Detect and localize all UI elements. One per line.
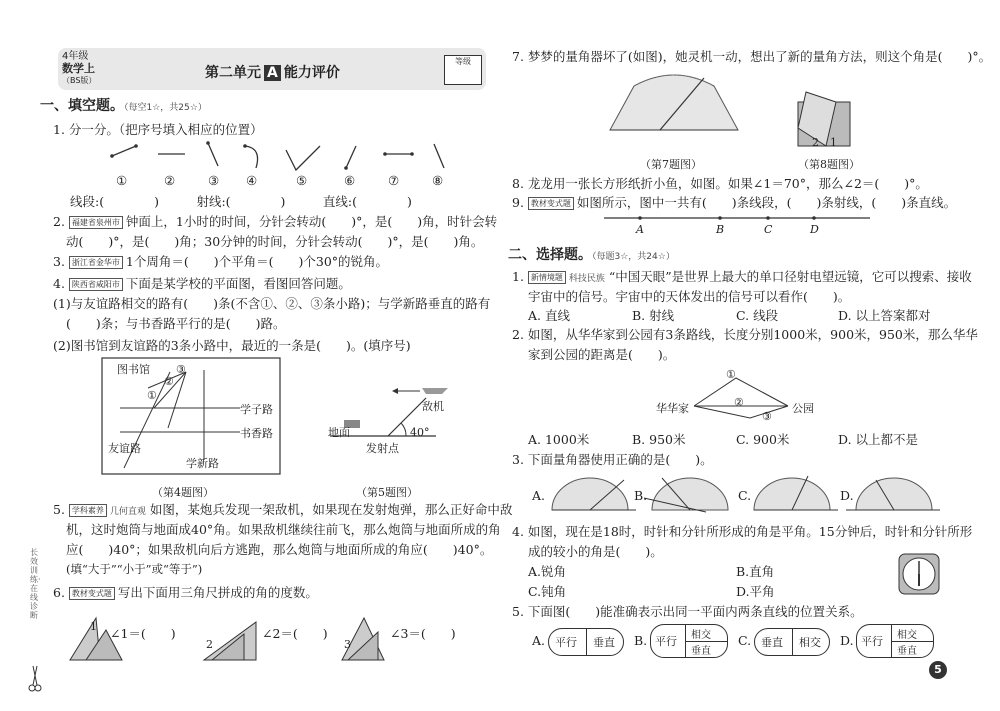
route-1: ①: [726, 368, 736, 381]
q2-text-b: 动( )°，是( )角；30分钟的时间，分针会转动( )°，是( )角。: [66, 234, 484, 249]
s2q5-opt-d-label[interactable]: D.: [840, 633, 854, 648]
q6-angle-1: ∠1＝( ): [110, 626, 176, 641]
s2q4-text-b: 成的较小的角是( )。: [528, 544, 663, 559]
caption-fig7: （第7题图）: [640, 158, 702, 171]
q3-line: 3. 浙江省金华市 1个周角＝( )个平角＝( )个30°的锐角。: [53, 254, 389, 269]
q1-num-5: ⑤: [296, 173, 308, 188]
q1-num-7: ⑦: [388, 173, 400, 188]
fig8-angle1: 1: [830, 136, 837, 149]
route-3: ③: [762, 410, 772, 423]
s2q4-opt-c[interactable]: C.钝角: [528, 584, 567, 599]
map-path2: ②: [164, 375, 174, 388]
q4-text: 下面是某学校的平面图，看图回答问题。: [125, 276, 351, 291]
q4-text-a: (1)与友谊路相交的路有( )条(不含①、②、③条小路)；与学新路垂直的路有: [53, 296, 491, 311]
oval-b-parallel: 平行: [655, 635, 677, 648]
s2q3-opt-a-label[interactable]: A.: [532, 488, 546, 503]
oval-b: [650, 624, 728, 658]
oval-d-parallel: 平行: [861, 635, 883, 648]
q9-line: 9. 教材变式题 如图所示，图中一共有( )条线段，( )条射线，( )条直线。: [512, 195, 957, 210]
fig5-angle: [286, 146, 320, 170]
q6-line: 6. 教材变式题 写出下面用三角尺拼成的角的度数。: [53, 585, 318, 600]
q5-tag2: 几何直观: [109, 507, 146, 517]
oval-d-perp: 垂直: [897, 646, 917, 657]
section2-note: （每题3☆，共24☆）: [592, 252, 675, 262]
q9-point-a: A: [636, 223, 644, 236]
fig4-curve: [245, 146, 258, 168]
q4-tag: 陕西省咸阳市: [69, 278, 123, 291]
q3-tag: 浙江省金华市: [69, 256, 123, 269]
park: 公园: [792, 402, 814, 415]
s2q3-opt-d-label[interactable]: D.: [840, 488, 854, 503]
fig5-ground: 地面: [328, 426, 350, 439]
q1-figures: [100, 140, 460, 176]
s2q1-tag: 新情境题: [528, 271, 566, 284]
s2q4-opt-b[interactable]: B.直角: [736, 564, 775, 579]
caption-fig4: （第4题图）: [152, 486, 214, 499]
q6-text: 写出下面用三角尺拼成的角的度数。: [117, 585, 318, 600]
q3-text: 1个周角＝( )个平角＝( )个30°的锐角。: [125, 254, 389, 269]
q4-text-b: ( )条；与书香路平行的是( )路。: [66, 316, 286, 331]
q1-num-3: ③: [208, 173, 220, 188]
s2q5-opt-b-label[interactable]: B.: [634, 633, 648, 648]
grade-label: [62, 51, 96, 87]
q4-line: 4. 陕西省咸阳市 下面是某学校的平面图，看图回答问题。: [53, 276, 351, 291]
q4-text-c: (2)图书馆到友谊路的3条小路中，最近的一条是( )。(填序号): [53, 338, 411, 353]
folded-paper: [796, 88, 856, 148]
route-2: ②: [734, 396, 744, 409]
map-road-xuexin: 学新路: [186, 457, 219, 470]
map-library: 图书馆: [117, 363, 150, 376]
page-number: 5: [929, 661, 947, 679]
broken-protractor: [604, 68, 744, 140]
s2q4-opt-a[interactable]: A.锐角: [528, 564, 567, 579]
unit-text: 第二单元: [205, 65, 261, 81]
q6-mark-2: 2: [206, 638, 213, 651]
s2q3-opt-b-label[interactable]: B.: [634, 488, 648, 503]
s2q1-opt-a[interactable]: A. 直线: [528, 308, 570, 323]
unit-letter: A: [264, 65, 281, 81]
edition-text: （BS版）: [62, 76, 97, 85]
q1-num-8: ⑧: [432, 173, 444, 188]
oval-c: [754, 628, 830, 656]
fig5-plane: 敌机: [422, 400, 444, 413]
section1-note: （每空1☆，共25☆）: [124, 103, 207, 113]
fig6-ray: [346, 146, 356, 168]
oval-b-perp: 垂直: [691, 646, 711, 657]
s2q2-opt-b[interactable]: B. 950米: [632, 432, 686, 447]
s2q5-text: 5. 下面图( )能准确表示出同一平面内两条直线的位置关系。: [512, 604, 863, 619]
q9-point-c: C: [764, 223, 773, 236]
q9-text: 如图所示，图中一共有( )条线段，( )条射线，( )条直线。: [576, 195, 957, 210]
q2-line1: 2. 福建省泉州市 钟面上，1小时的时间，分针会转动( )°，是( )角，时针会转: [53, 214, 498, 229]
s2q2-text-b: 家到公园的距离是( )。: [528, 347, 676, 362]
map-path3: ③: [176, 363, 186, 376]
oval-b-intersect: 相交: [691, 630, 711, 641]
section1-heading: [40, 97, 207, 117]
q1-num-2: ②: [164, 173, 176, 188]
scissors-icon: [28, 664, 42, 694]
q6-mark-3: 3: [344, 638, 351, 651]
page-title: [205, 62, 340, 82]
q1-answer-line: 线段:( ) 射线:( ) 直线:( ): [70, 194, 412, 209]
map-road-xuezi: 学子路: [240, 403, 273, 416]
oval-c-intersect: 相交: [799, 636, 821, 649]
subject-text: 数学上: [62, 62, 95, 75]
s2q1-text-b: 宇宙中的信号。宇宙中的天体发出的信号可以看作( )。: [528, 289, 851, 304]
q2-text-a: 钟面上，1小时的时间，分针会转动( )°，是( )角，时针会转: [125, 214, 498, 229]
caption-fig8: （第8题图）: [798, 158, 860, 171]
s2q2-text-a: 2. 如图，从华华家到公园有3条路线，长度分别1000米，900米，950米，那么华华: [512, 327, 978, 342]
map-path1: ①: [147, 389, 157, 402]
q9-point-b: B: [716, 223, 725, 236]
huahua-home: 华华家: [656, 402, 689, 415]
q6-mark-1: 1: [90, 620, 97, 633]
q6-angle-3: ∠3＝( ): [390, 626, 456, 641]
q8-text: 8. 龙龙用一张长方形纸折小鱼，如图。如果∠1＝70°，那么∠2＝( )°。: [512, 176, 928, 191]
s2q1-text-a: “中国天眼”是世界上最大的单口径射电望远镜，它可以搜索、接收: [608, 269, 972, 284]
q9-tag: 教材变式题: [528, 197, 574, 210]
q5-line1: 5. 学科素养 几何直观 如图，某炮兵发现一架敌机，如果现在发射炮弹，那么正好命中敌: [53, 502, 513, 517]
oval-a: [548, 628, 624, 656]
q6-angle-2: ∠2＝( ): [262, 626, 328, 641]
rank-box: [444, 55, 482, 85]
s2q1-tag2: 科技民族: [568, 274, 605, 284]
s2q5-opt-a-label[interactable]: A.: [532, 633, 546, 648]
protractor-options: [546, 472, 946, 516]
section2-title: 二、选择题。: [508, 247, 592, 263]
q7-text: 7. 梦梦的量角器坏了(如图)，她灵机一动，想出了新的量角方法，则这个角是( )°。: [512, 49, 992, 64]
s2q1-opt-b[interactable]: B. 射线: [632, 308, 675, 323]
s2q5-opt-c-label[interactable]: C.: [738, 633, 752, 648]
oval-a-parallel: 平行: [555, 636, 577, 649]
fig3-ray: [208, 143, 218, 166]
s2q1-opt-c[interactable]: C. 线段: [736, 308, 779, 323]
q5-text-d: (填“大于”“小于”或“等于”): [66, 562, 203, 576]
section1-title: 一、填空题。: [40, 98, 124, 114]
oval-d-intersect: 相交: [897, 630, 917, 641]
fig8-angle2: 2: [812, 136, 819, 149]
title-text: 能力评价: [283, 65, 340, 81]
caption-fig5: （第5题图）: [356, 486, 418, 499]
s2q2-opt-d[interactable]: D. 以上都不是: [838, 432, 919, 447]
side-label: 长效训练·在线诊断: [30, 548, 41, 620]
q6-tag: 教材变式题: [69, 587, 115, 600]
rank-label: 等级: [455, 57, 471, 66]
fig5-launch: 发射点: [366, 442, 399, 455]
q1-num-4: ④: [246, 173, 258, 188]
map-road-youyi: 友谊路: [108, 442, 141, 455]
q1-num-6: ⑥: [344, 173, 356, 188]
s2q4-opt-d[interactable]: D.平角: [736, 584, 775, 599]
q1-text: 1. 分一分。（把序号填入相应的位置）: [53, 122, 263, 137]
s2q1-line1: 1. 新情境题 科技民族 “中国天眼”是世界上最大的单口径射电望远镜，它可以搜索、接收: [512, 269, 972, 284]
oval-c-perp: 垂直: [761, 636, 783, 649]
fig5-angle: 40°: [410, 426, 430, 439]
q5-text-b: 机，这时炮筒与地面成40°角。如果敌机继续往前飞，那么炮筒与地面所成的角: [66, 522, 501, 537]
fig8-line: [434, 144, 444, 168]
section2-heading: [508, 246, 675, 266]
q5-text-c: 应( )40°；如果敌机向后方逃跑，那么炮筒与地面所成的角应( )40°。: [66, 542, 493, 557]
q2-tag: 福建省泉州市: [69, 216, 123, 229]
s2q3-text: 3. 下面量角器使用正确的是( )。: [512, 452, 713, 467]
map-road-shuxiang: 书香路: [240, 427, 273, 440]
q5-text-a: 如图，某炮兵发现一架敌机，如果现在发射炮弹，那么正好命中敌: [149, 502, 513, 517]
routes-figure: [690, 370, 800, 426]
s2q3-opt-c-label[interactable]: C.: [738, 488, 752, 503]
s2q1-opt-d[interactable]: D. 以上答案都对: [838, 308, 931, 323]
s2q2-opt-a[interactable]: A. 1000米: [528, 432, 590, 447]
q9-point-d: D: [810, 223, 819, 236]
fig1-segment: [112, 146, 136, 156]
grade-text: 4年级: [62, 51, 89, 62]
s2q4-text-a: 4. 如图，现在是18时，时针和分针所形成的角是平角。15分钟后，时针和分针所形: [512, 524, 973, 539]
q5-tag: 学科素养: [69, 504, 107, 517]
s2q2-opt-c[interactable]: C. 900米: [736, 432, 790, 447]
q1-num-1: ①: [116, 173, 128, 188]
plane-icon: [422, 388, 448, 394]
oval-d: [856, 624, 934, 658]
clock-icon: [898, 553, 940, 595]
oval-a-perp: 垂直: [593, 636, 615, 649]
